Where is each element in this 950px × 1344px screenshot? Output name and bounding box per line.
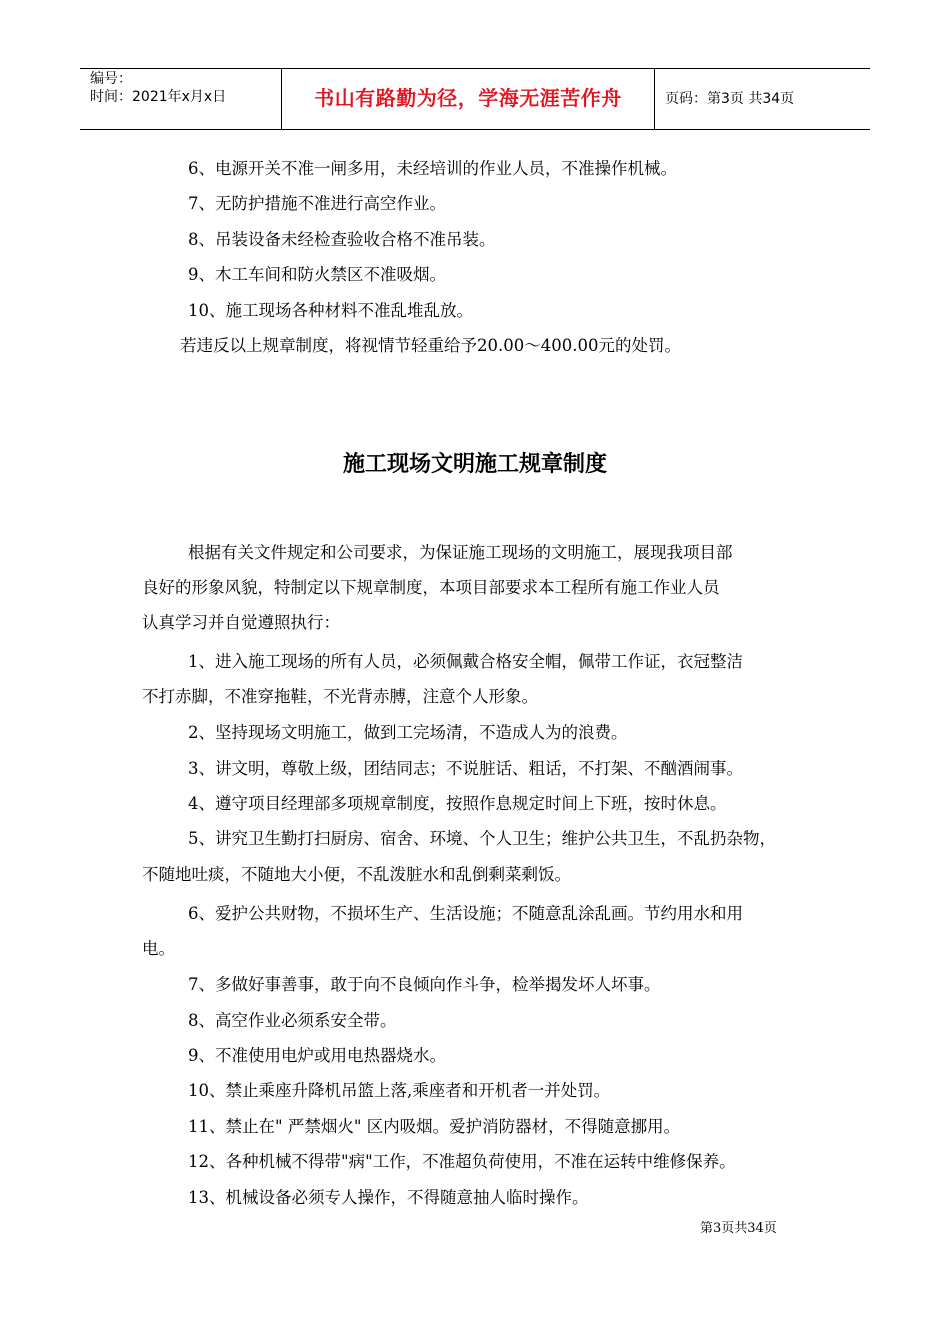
header-page-info: 页码：第3页 共34页 (665, 91, 795, 107)
header-page-cell (655, 69, 870, 129)
rule-item-7: 7、无防护措施不准进行高空作业。 (188, 194, 446, 213)
civil-item-11: 11、禁止在" 严禁烟火" 区内吸烟。爱护消防器材，不得随意挪用。 (188, 1117, 681, 1136)
civil-item-1-line-2: 不打赤脚，不准穿拖鞋，不光背赤膊，注意个人形象。 (142, 687, 538, 706)
civil-item-6-line-2: 电。 (142, 939, 175, 958)
intro-line-1: 根据有关文件规定和公司要求，为保证施工现场的文明施工，展现我项目部 (188, 543, 733, 562)
page-footer-number: 第3页共34页 (700, 1221, 777, 1236)
rule-item-10: 10、施工现场各种材料不准乱堆乱放。 (188, 301, 473, 320)
penalty-note: 若违反以上规章制度，将视情节轻重给予20.00～400.00元的处罚。 (180, 336, 681, 355)
document-number-label: 编号： (90, 71, 132, 87)
page-header (80, 68, 870, 130)
civil-item-13: 13、机械设备必须专人操作，不得随意抽人临时操作。 (188, 1188, 589, 1207)
section-title: 施工现场文明施工规章制度 (342, 452, 607, 477)
header-motto: 书山有路勤为径，学海无涯苦作舟 (314, 86, 622, 110)
intro-line-3: 认真学习并自觉遵照执行： (142, 613, 340, 632)
civil-item-7: 7、多做好事善事，敢于向不良倾向作斗争，检举揭发坏人坏事。 (188, 975, 661, 994)
rule-item-8: 8、吊装设备未经检查验收合格不准吊装。 (188, 230, 496, 249)
civil-item-9: 9、不准使用电炉或用电热器烧水。 (188, 1046, 446, 1065)
civil-item-8: 8、高空作业必须系安全带。 (188, 1011, 397, 1030)
civil-item-10: 10、禁止乘座升降机吊篮上落,乘座者和开机者一并处罚。 (188, 1081, 611, 1100)
civil-item-4: 4、遵守项目经理部多项规章制度，按照作息规定时间上下班，按时休息。 (188, 794, 727, 813)
rule-item-6: 6、电源开关不准一闸多用，未经培训的作业人员，不准操作机械。 (188, 159, 677, 178)
header-info-cell (80, 69, 282, 129)
civil-item-2: 2、坚持现场文明施工，做到工完场清，不造成人为的浪费。 (188, 723, 628, 742)
rule-item-9: 9、木工车间和防火禁区不准吸烟。 (188, 265, 446, 284)
civil-item-6-line-1: 6、爱护公共财物，不损坏生产、生活设施；不随意乱涂乱画。节约用水和用 (188, 904, 743, 923)
civil-item-5-line-2: 不随地吐痰，不随地大小便，不乱泼脏水和乱倒剩菜剩饭。 (142, 865, 571, 884)
intro-line-2: 良好的形象风貌，特制定以下规章制度，本项目部要求本工程所有施工作业人员 (142, 578, 720, 597)
civil-item-3: 3、讲文明，尊敬上级，团结同志；不说脏话、粗话，不打架、不酗酒闹事。 (188, 759, 743, 778)
document-date-label: 时间：2021年x月x日 (90, 89, 227, 105)
header-motto-cell (282, 69, 655, 129)
civil-item-12: 12、各种机械不得带"病"工作，不准超负荷使用，不准在运转中维修保养。 (188, 1152, 736, 1171)
civil-item-1-line-1: 1、进入施工现场的所有人员，必须佩戴合格安全帽，佩带工作证，衣冠整洁 (188, 652, 743, 671)
civil-item-5-line-1: 5、讲究卫生勤打扫厨房、宿舍、环境、个人卫生；维护公共卫生，不乱扔杂物， (188, 829, 776, 848)
